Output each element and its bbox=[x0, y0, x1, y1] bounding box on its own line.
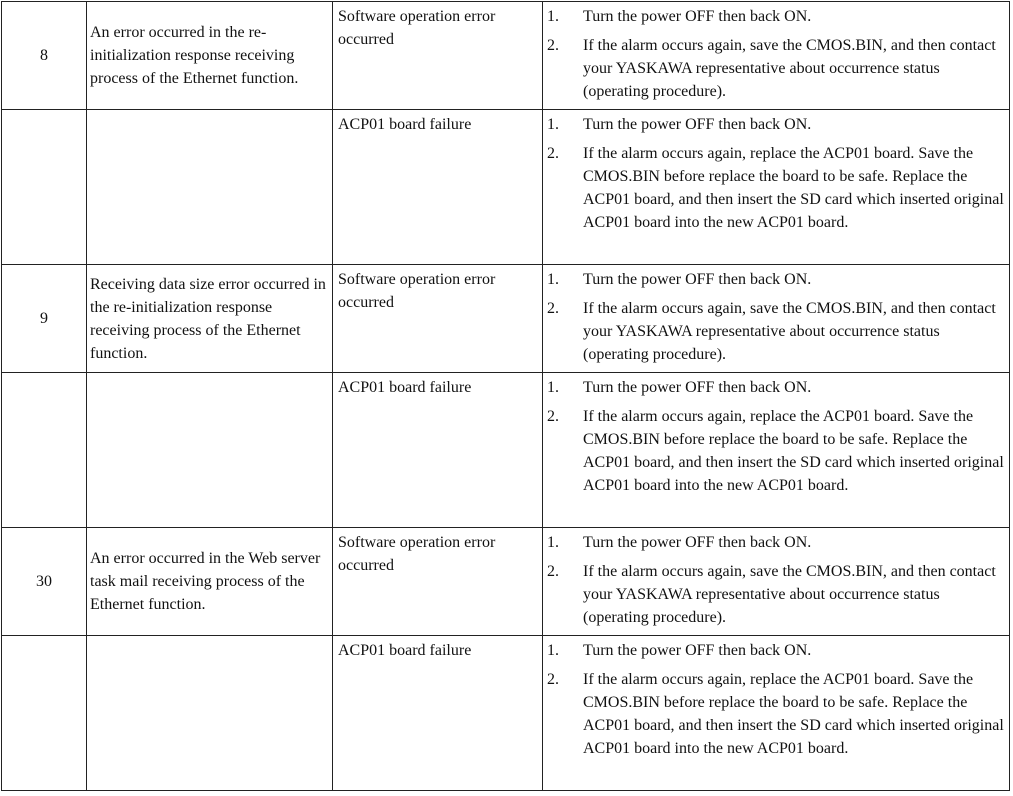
step-number: 2. bbox=[547, 671, 559, 688]
remedy-cell bbox=[543, 265, 1010, 373]
step-text: Turn the power OFF then back ON. bbox=[583, 642, 812, 659]
table-row bbox=[2, 110, 1010, 265]
sub-code-cell: 9 bbox=[2, 265, 87, 373]
step-number: 1. bbox=[547, 116, 559, 133]
step-text: Turn the power OFF then back ON. bbox=[583, 534, 812, 551]
remedy-step bbox=[547, 376, 1009, 399]
meaning-cell bbox=[87, 373, 333, 528]
meaning-cell bbox=[87, 636, 333, 791]
meaning-cell: An error occurred in the re-initialization response receiving process of the Ethernet function. bbox=[87, 2, 333, 110]
table-row bbox=[2, 528, 1010, 636]
remedy-cell bbox=[543, 528, 1010, 636]
remedy-steps bbox=[547, 113, 1009, 234]
step-number: 2. bbox=[547, 145, 559, 162]
step-number: 2. bbox=[547, 300, 559, 317]
remedy-step bbox=[547, 297, 1009, 366]
remedy-step bbox=[547, 268, 1009, 291]
cause-cell: ACP01 board failure bbox=[333, 636, 543, 791]
cause-cell: Software operation error occurred bbox=[333, 265, 543, 373]
step-number: 2. bbox=[547, 37, 559, 54]
step-number: 2. bbox=[547, 408, 559, 425]
step-number: 1. bbox=[547, 8, 559, 25]
step-text: If the alarm occurs again, save the CMOS.BIN, and then contact your YASKAWA representative about occurrence status (operating procedure). bbox=[583, 300, 996, 363]
remedy-step bbox=[547, 405, 1009, 497]
step-text: If the alarm occurs again, replace the ACP01 board. Save the CMOS.BIN before replace the board to be safe. Replace the ACP01 board, and then insert the SD card which inserted original ACP01 board into the new ACP01 board. bbox=[583, 145, 1004, 231]
remedy-steps bbox=[547, 5, 1009, 103]
step-text: If the alarm occurs again, save the CMOS.BIN, and then contact your YASKAWA representative about occurrence status (operating procedure). bbox=[583, 563, 996, 626]
step-text: If the alarm occurs again, replace the ACP01 board. Save the CMOS.BIN before replace the board to be safe. Replace the ACP01 board, and then insert the SD card which inserted original ACP01 board into the new ACP01 board. bbox=[583, 671, 1004, 757]
sub-code-cell bbox=[2, 110, 87, 265]
remedy-steps bbox=[547, 639, 1009, 760]
step-text: Turn the power OFF then back ON. bbox=[583, 8, 812, 25]
sub-code-cell: 8 bbox=[2, 2, 87, 110]
step-text: If the alarm occurs again, save the CMOS.BIN, and then contact your YASKAWA representative about occurrence status (operating procedure). bbox=[583, 37, 996, 100]
cause-cell: Software operation error occurred bbox=[333, 528, 543, 636]
step-number: 2. bbox=[547, 563, 559, 580]
sub-code-cell bbox=[2, 373, 87, 528]
remedy-cell bbox=[543, 2, 1010, 110]
remedy-step bbox=[547, 113, 1009, 136]
meaning-cell bbox=[87, 110, 333, 265]
step-text: Turn the power OFF then back ON. bbox=[583, 116, 812, 133]
remedy-cell bbox=[543, 373, 1010, 528]
remedy-step bbox=[547, 560, 1009, 629]
table-row bbox=[2, 636, 1010, 791]
sub-code-cell bbox=[2, 636, 87, 791]
remedy-cell bbox=[543, 110, 1010, 265]
cause-cell: ACP01 board failure bbox=[333, 110, 543, 265]
remedy-steps bbox=[547, 531, 1009, 629]
step-text: Turn the power OFF then back ON. bbox=[583, 379, 812, 396]
step-number: 1. bbox=[547, 534, 559, 551]
table-row bbox=[2, 373, 1010, 528]
table-row bbox=[2, 2, 1010, 110]
meaning-cell: Receiving data size error occurred in the re-initialization response receiving process of the Ethernet function. bbox=[87, 265, 333, 373]
remedy-cell bbox=[543, 636, 1010, 791]
step-number: 1. bbox=[547, 379, 559, 396]
remedy-step bbox=[547, 668, 1009, 760]
remedy-steps bbox=[547, 376, 1009, 497]
table-row bbox=[2, 265, 1010, 373]
remedy-steps bbox=[547, 268, 1009, 366]
cause-cell: ACP01 board failure bbox=[333, 373, 543, 528]
alarm-subcode-table bbox=[1, 1, 1010, 791]
remedy-step bbox=[547, 142, 1009, 234]
remedy-step bbox=[547, 531, 1009, 554]
step-text: Turn the power OFF then back ON. bbox=[583, 271, 812, 288]
step-number: 1. bbox=[547, 642, 559, 659]
remedy-step bbox=[547, 639, 1009, 662]
remedy-step bbox=[547, 5, 1009, 28]
remedy-step bbox=[547, 34, 1009, 103]
meaning-cell: An error occurred in the Web server task mail receiving process of the Ethernet function. bbox=[87, 528, 333, 636]
step-text: If the alarm occurs again, replace the ACP01 board. Save the CMOS.BIN before replace the board to be safe. Replace the ACP01 board, and then insert the SD card which inserted original ACP01 board into the new ACP01 board. bbox=[583, 408, 1004, 494]
sub-code-cell: 30 bbox=[2, 528, 87, 636]
cause-cell: Software operation error occurred bbox=[333, 2, 543, 110]
step-number: 1. bbox=[547, 271, 559, 288]
